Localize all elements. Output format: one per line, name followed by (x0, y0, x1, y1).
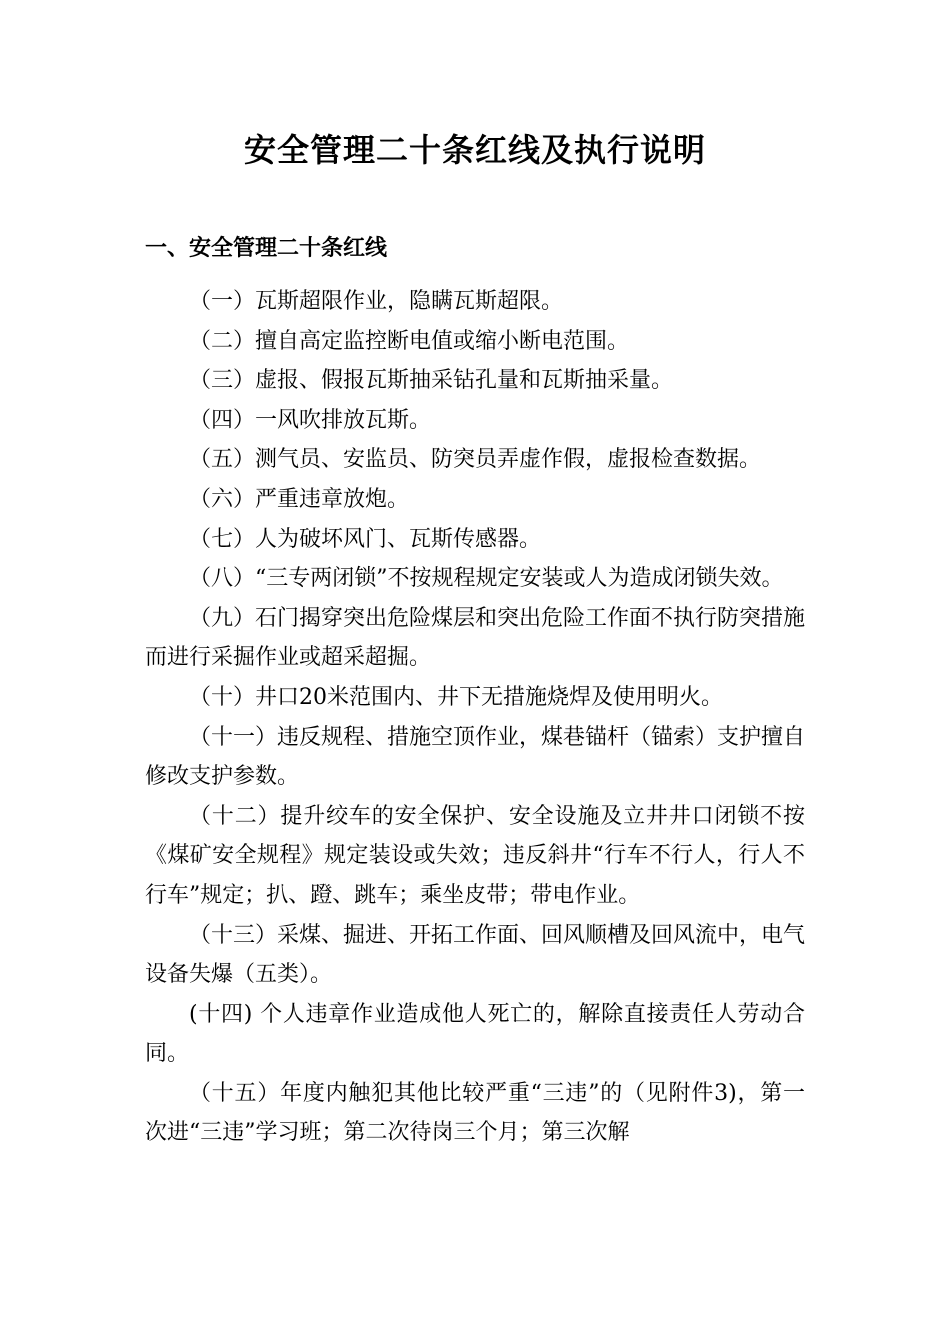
paragraph-12: （十二）提升绞车的安全保护、安全设施及立井井口闭锁不按《煤矿安全规程》规定装设或失效；违反斜井“行车不行人，行人不行车”规定；扒、蹬、跳车；乘坐皮带；带电作业。 (145, 803, 805, 908)
paragraph-11: （十一）违反规程、措施空顶作业，煤巷锚杆（锚索）支护擅自修改支护参数。 (145, 724, 806, 790)
paragraph-6: （六）严重违章放炮。 (189, 486, 410, 512)
paragraph-15: （十五）年度内触犯其他比较严重“三违”的（见附件3)，第一次进“三违”学习班；第二次待岗三个月；第三次解 (145, 1080, 805, 1146)
paragraph-10: （十）井口20米范围内、井下无措施烧焊及使用明火。 (189, 684, 723, 710)
paragraph-4: （四）一风吹排放瓦斯。 (189, 407, 432, 433)
paragraph-9: （九）石门揭穿突出危险煤层和突出危险工作面不执行防突措施而进行采掘作业或超采超掘。 (145, 605, 806, 671)
document-title: 安全管理二十条红线及执行说明 (243, 131, 706, 169)
paragraph-8: （八）“三专两闭锁”不按规程规定安装或人为造成闭锁失效。 (189, 566, 784, 592)
paragraph-2: （二）擅自高定监控断电值或缩小断电范围。 (189, 328, 630, 354)
paragraph-1: （一）瓦斯超限作业，隐瞒瓦斯超限。 (189, 289, 564, 314)
paragraph-5: （五）测气员、安监员、防突员弄虚作假，虚报检查数据。 (189, 447, 762, 473)
section-heading: 一、安全管理二十条红线 (145, 235, 388, 261)
document-body (145, 282, 805, 1153)
paragraph-13: （十三）采煤、掘进、开拓工作面、回风顺槽及回风流中，电气设备失爆（五类）。 (145, 922, 806, 988)
paragraph-7: （七）人为破坏风门、瓦斯传感器。 (189, 526, 542, 552)
paragraph-3: （三）虚报、假报瓦斯抽采钻孔量和瓦斯抽采量。 (189, 368, 674, 394)
paragraph-14: (十四) 个人违章作业造成他人死亡的，解除直接责任人劳动合同。 (145, 1001, 805, 1067)
